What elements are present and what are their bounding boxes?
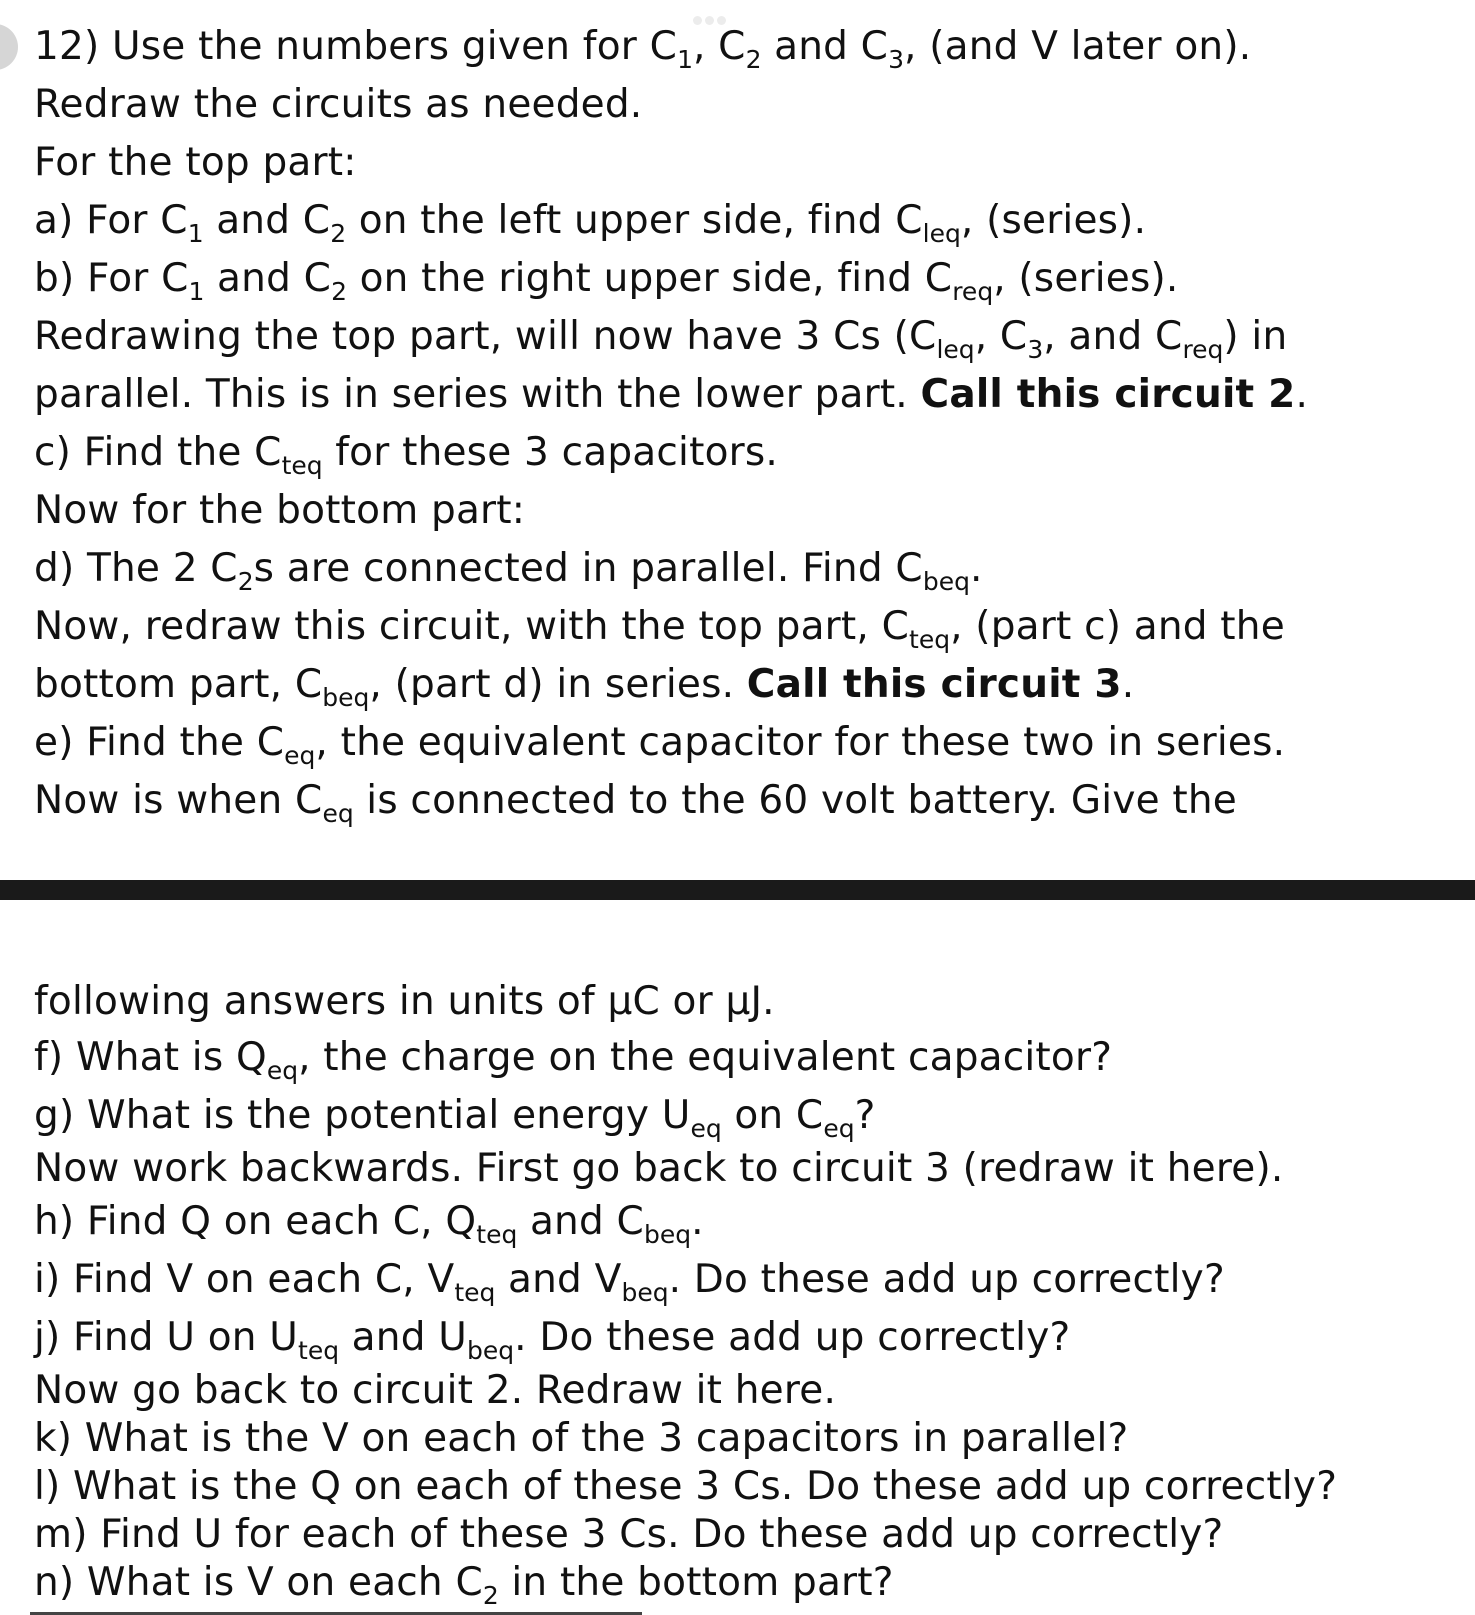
part-e: e) Find the $C_{eq}$, the equivalent capacitor for these two in series. — [34, 720, 1286, 770]
part-d: d) The 2 $C_2s$ are connected in parallel. Find $C_{beq}$. — [34, 546, 983, 596]
page-divider — [0, 880, 1475, 900]
part-n: n) What is V on each $C_2$ in the bottom part? — [34, 1560, 894, 1610]
top-page-text — [34, 18, 1455, 830]
go-back-circuit-2-text: Now go back to circuit 2. Redraw it here. — [34, 1368, 837, 1413]
top-part-heading: For the top part: — [34, 140, 357, 185]
work-backwards-text: Now work backwards. First go back to circuit 3 (redraw it here). — [34, 1146, 1284, 1191]
question-12-intro: 12) Use the numbers given for $C_1$, $C_2$ and $C_3$, (and V later on). — [34, 24, 1252, 74]
part-i: i) Find V on each C, $V_{teq}$ and $V_{beq}$. Do these add up correctly? — [34, 1257, 1225, 1307]
redraw-circuit-text: Now, redraw this circuit, with the top part, $C_{teq}$, (part c) and the — [34, 604, 1285, 654]
part-l: l) What is the Q on each of these 3 Cs. Do these add up correctly? — [34, 1464, 1338, 1509]
part-b: b) For $C_1$ and $C_2$ on the right upper side, find $C_{req}$, (series). — [34, 256, 1179, 306]
bottom-part-heading: Now for the bottom part: — [34, 488, 526, 533]
units-instruction: following answers in units of µC or µJ. — [34, 979, 775, 1024]
part-g: g) What is the potential energy $U_{eq}$ on $C_{eq}$? — [34, 1093, 876, 1143]
part-h: h) Find Q on each C, $Q_{teq}$ and $C_{beq}$. — [34, 1199, 704, 1249]
part-k: k) What is the V on each of the 3 capacitors in parallel? — [34, 1416, 1129, 1461]
circuit-2-text: parallel. This is in series with the lower part. Call this circuit 2. — [34, 372, 1309, 417]
part-j: j) Find U on $U_{teq}$ and $U_{beq}$. Do these add up correctly? — [34, 1315, 1071, 1365]
part-a: a) For $C_1$ and $C_2$ on the left upper side, find $C_{leq}$, (series). — [34, 198, 1147, 248]
battery-text: Now is when $C_{eq}$ is connected to the 60 volt battery. Give the — [34, 778, 1237, 828]
circuit-3-text: bottom part, $C_{beq}$, (part d) in series. Call this circuit 3. — [34, 662, 1135, 712]
redraw-top-part-text: Redrawing the top part, will now have 3 Cs ($C_{leq}$, $C_3$, and $C_{req}$) in — [34, 314, 1288, 364]
part-f: f) What is $Q_{eq}$, the charge on the equivalent capacitor? — [34, 1035, 1113, 1085]
scroll-edge-indicator — [0, 24, 18, 70]
redraw-instruction: Redraw the circuits as needed. — [34, 82, 643, 127]
part-m: m) Find U for each of these 3 Cs. Do these add up correctly? — [34, 1512, 1224, 1557]
part-c: c) Find the $C_{teq}$ for these 3 capacitors. — [34, 430, 778, 480]
bottom-page-text — [34, 978, 1455, 1610]
